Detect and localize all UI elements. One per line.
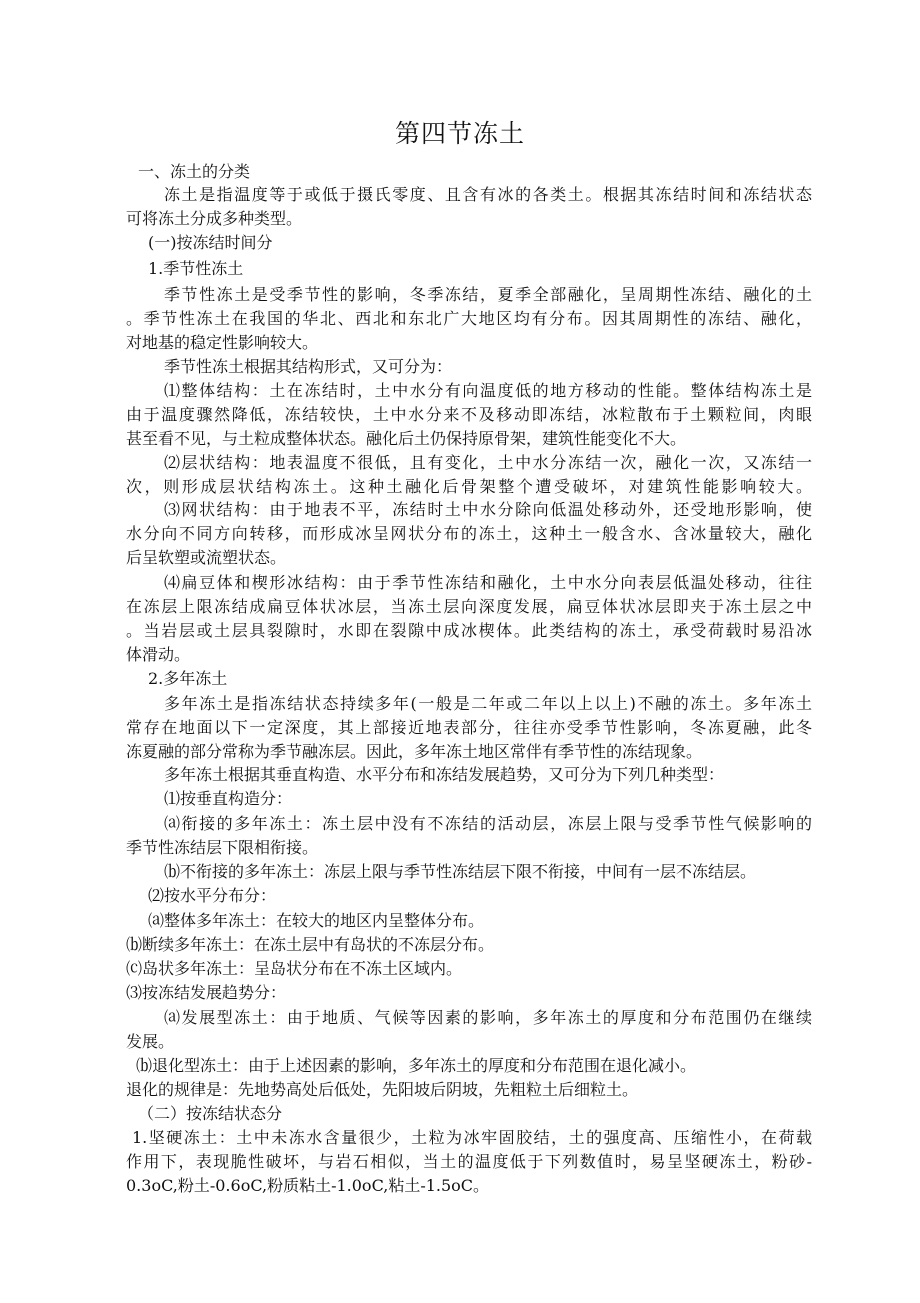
text-line: 甚至看不见，与土粒成整体状态。融化后土仍保持原骨架，建筑性能变化不大。 <box>126 429 687 448</box>
text-line: 多年冻土根据其垂直构造、水平分布和冻结发展趋势，又可分为下列几种类型： <box>164 765 725 784</box>
text-line: 0.3oC,粉土-0.6oC,粉质粘土-1.0oC,粘土-1.5oC。 <box>126 1176 490 1195</box>
text-line: ⒜发展型冻土：由于地质、气候等因素的影响，多年冻土的厚度和分布范围仍在继续 <box>164 1008 812 1027</box>
text-line: 冻土是指温度等于或低于摄氏零度、且含有冰的各类土。根据其冻结时间和冻结状态 <box>164 185 812 204</box>
text-line: 1.坚硬冻土：土中未冻水含量很少，土粒为冰牢固胶结，土的强度高、压缩性小，在荷载 <box>132 1128 812 1147</box>
text-line: 季节性冻结层下限相衔接。 <box>126 838 319 857</box>
text-line: ⑶按冻结发展趋势分： <box>126 983 287 1002</box>
text-line: ⒝不衔接的多年冻土：冻层上限与季节性冻结层下限不衔接，中间有一层不冻结层。 <box>164 862 757 881</box>
text-line: 由于温度骤然降低，冻结较快，土中水分来不及移动即冻结，冰粒散布于土颗粒间，肉眼 <box>126 405 812 424</box>
text-line: 。当岩层或土层具裂隙时，水即在裂隙中成冰楔体。此类结构的冻土，承受荷载时易沿冰 <box>126 621 812 640</box>
text-line: ⑵层状结构：地表温度不很低，且有变化，土中水分冻结一次，融化一次，又冻结一 <box>164 453 812 472</box>
text-line: 后呈软塑或流塑状态。 <box>126 548 287 567</box>
text-line: 水分向不同方向转移，而形成冰呈网状分布的冻土，这种土一般含水、含冰量较大，融化 <box>126 524 812 543</box>
text-line: ⒜整体多年冻土：在较大的地区内呈整体分布。 <box>148 911 485 930</box>
text-line: 可将冻土分成多种类型。 <box>126 209 303 228</box>
text-line: 发展。 <box>126 1032 175 1051</box>
text-line: 作用下，表现脆性破坏，与岩石相似，当土的温度低于下列数值时，易呈坚硬冻土，粉砂- <box>126 1152 812 1171</box>
text-line: 2.多年冻土 <box>148 669 228 688</box>
text-line: ⑴按垂直构造分： <box>164 789 293 808</box>
text-line: ⑷扁豆体和楔形冰结构：由于季节性冻结和融化，土中水分向表层低温处移动，往往 <box>164 573 812 592</box>
text-line: 多年冻土是指冻结状态持续多年(一般是二年或二年以上以上)不融的冻土。多年冻土 <box>164 694 812 713</box>
text-line: ⒝退化型冻土：由于上述因素的影响，多年冻土的厚度和分布范围在退化减小。 <box>136 1056 697 1075</box>
text-line: ⒞岛状多年冻土：呈岛状分布在不冻土区域内。 <box>126 959 463 978</box>
text-line: 次，则形成层状结构冻土。这种土融化后骨架整个遭受破坏，对建筑性能影响较大。 <box>126 477 812 496</box>
text-line: ⑵按水平分布分： <box>148 886 277 905</box>
text-line: 退化的规律是：先地势高处后低处，先阳坡后阴坡，先粗粒土后细粒土。 <box>126 1080 639 1099</box>
text-line: 常存在地面以下一定深度，其上部接近地表部分，往往亦受季节性影响，冬冻夏融，此冬 <box>126 718 812 737</box>
text-line: 体滑动。 <box>126 645 191 664</box>
text-line: ⒜衔接的多年冻土：冻土层中没有不冻结的活动层，冻层上限与受季节性气候影响的 <box>164 814 812 833</box>
text-line: 1.季节性冻土 <box>148 259 244 278</box>
text-line: 在冻层上限冻结成扁豆体状冰层，当冻土层向深度发展，扁豆体状冰层即夹于冻土层之中 <box>126 597 812 616</box>
text-line: 一、冻土的分类 <box>138 162 251 181</box>
text-line: 季节性冻土是受季节性的影响，冬季冻结，夏季全部融化，呈周期性冻结、融化的土 <box>164 285 812 304</box>
text-line: ⑶网状结构：由于地表不平，冻结时土中水分除向低温处移动外，还受地形影响，使 <box>164 500 812 519</box>
text-line: ⑴整体结构：土在冻结时，土中水分有向温度低的地方移动的性能。整体结构冻土是 <box>164 381 812 400</box>
text-line: (一)按冻结时间分 <box>148 233 273 252</box>
text-line: （二）按冻结状态分 <box>138 1104 283 1123</box>
page-title: 第四节冻土 <box>394 119 525 148</box>
text-line: 冻夏融的部分常称为季节融冻层。因此，多年冻土地区常伴有季节性的冻结现象。 <box>126 742 703 761</box>
text-line: ⒝断续多年冻土：在冻土层中有岛状的不冻层分布。 <box>126 935 495 954</box>
text-line: 对地基的稳定性影响较大。 <box>126 333 319 352</box>
text-line: 季节性冻土根据其结构形式，又可分为： <box>164 357 453 376</box>
text-line: 。季节性冻土在我国的华北、西北和东北广大地区均有分布。因其周期性的冻结、融化， <box>126 309 812 328</box>
